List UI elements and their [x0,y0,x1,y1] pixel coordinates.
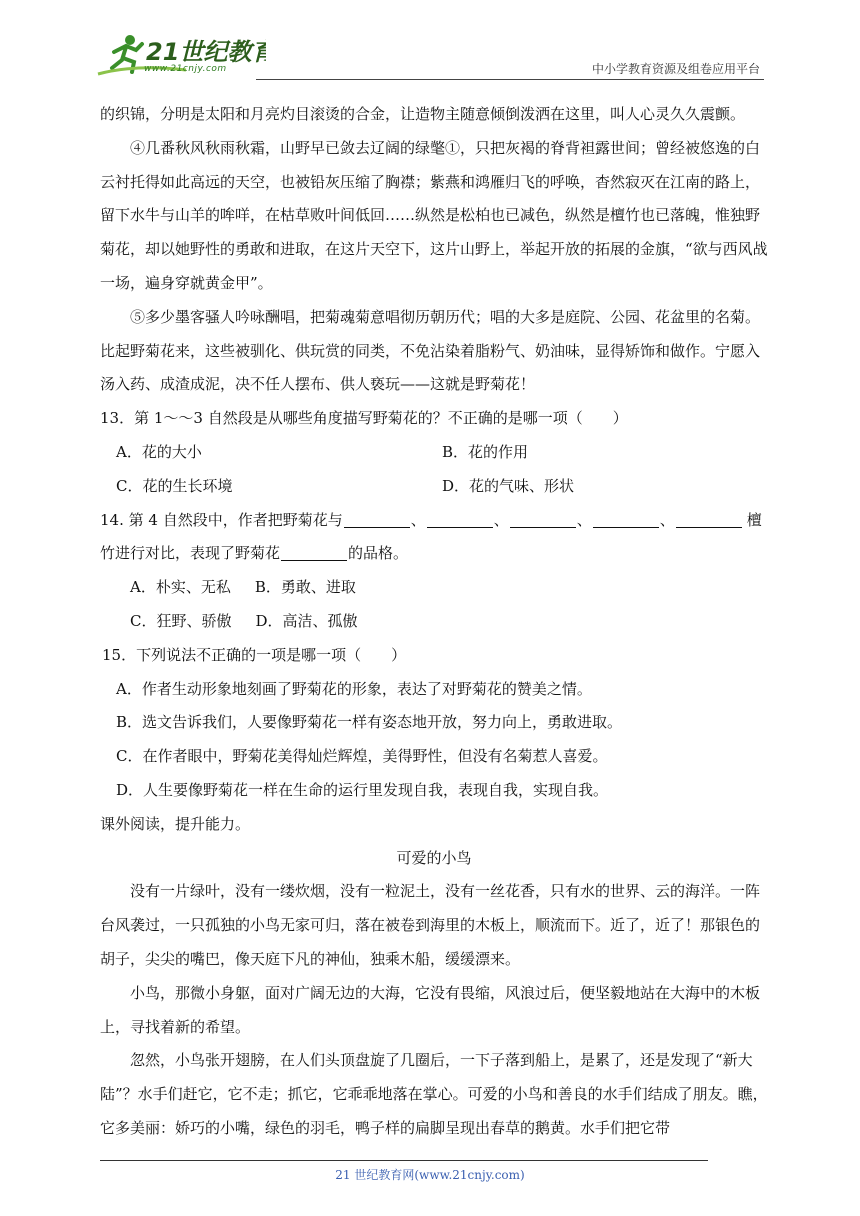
option-a[interactable]: A．花的大小 [116,442,202,461]
svg-text:21世纪教育: 21世纪教育 [146,38,266,66]
option-c[interactable]: C．花的生长环境 [116,476,233,495]
option-c[interactable]: C．狂野、骄傲 [130,611,232,630]
blank-field-5[interactable] [676,511,742,528]
article-paragraph-2: 小鸟，那微小身躯，面对广阔无边的大海，它没有畏缩，风浪过后，便坚毅地站在大海中的木板上，寻找着新的希望。 [100,983,761,1036]
question-14-options-row-2 [100,605,768,639]
site-logo[interactable] [96,30,266,78]
option-d[interactable]: D．高洁、孤傲 [255,611,358,630]
document-body [100,98,768,1146]
question-14-stem-part-c: 竹进行对比，表现了野菊花 [100,544,281,563]
footer-divider [100,1160,708,1161]
article-title: 可爱的小鸟 [396,848,472,867]
question-15-stem: 15．下列说法不正确的一项是哪一项（ ） [102,645,407,664]
question-13-stem: 13．第 1～～3 自然段是从哪些角度描写野菊花的？不正确的是哪一项（ ） [100,409,628,428]
section-heading: 课外阅读，提升能力。 [100,814,251,833]
question-14-stem-part-d: 的品格。 [348,544,409,563]
blank-field-2[interactable] [427,511,493,528]
header-divider [256,79,764,80]
passage-paragraph-5: ⑤多少墨客骚人吟咏酬唱，把菊魂菊意唱彻历朝历代；唱的大多是庭院、公园、花盆里的名菊。比起野菊花来，这些被驯化、供玩赏的同类，不免沾染着脂粉气、奶油味，显得矫饰和做作。宁愿入汤入药、成渣成泥，决不任人摆布、供人亵玩——这就是野菊花！ [100,307,761,394]
option-b[interactable]: B．花的作用 [442,442,529,461]
article-paragraph-3: 忽然，小鸟张开翅膀，在人们头顶盘旋了几圈后，一下子落到船上，是累了，还是发现了“新大陆”？水手们赶它，它不走；抓它，它乖乖地落在掌心。可爱的小鸟和善良的水手们结成了朋友。瞧，它多美丽：娇巧的小嘴，绿色的羽毛，鸭子样的扁脚呈现出春草的鹅黄。水手们把它带 [100,1051,768,1137]
option-a[interactable]: A．作者生动形象地刻画了野菊花的形象，表达了对野菊花的赞美之情。 [116,679,592,698]
option-d[interactable]: D．人生要像野菊花一样在生命的运行里发现自我，表现自我，实现自我。 [116,780,609,799]
blank-field-4[interactable] [593,511,659,528]
blank-field-3[interactable] [510,511,576,528]
separator: 、 [493,510,509,529]
question-14-stem-part-b: 檀 [746,510,762,529]
footer-link[interactable]: 21 世纪教育网(www.21cnjy.com) [335,1168,525,1182]
option-d[interactable]: D．花的气味、形状 [442,476,575,495]
option-b[interactable]: B．选文告诉我们，人要像野菊花一样有姿态地开放，努力向上，勇敢进取。 [116,713,623,732]
separator: 、 [410,510,426,529]
question-15-options [100,673,768,808]
passage-paragraph-4: ④几番秋风秋雨秋霜，山野早已敛去辽阔的绿氅①，只把灰褐的脊背袒露世间；曾经被悠逸的白云衬托得如此高远的天空，也被铅灰压缩了胸襟；紫燕和鸿雁归飞的呼唤，杳然寂灭在江南的路上，留下水牛与山羊的哞咩，在枯草败叶间低回……纵然是松柏也已减色，纵然是檀竹也已落魄，惟独野菊花，却以她野性的勇敢和进取，在这片天空下，这片山野上，举起开放的拓展的金旗，“欲与西风战一场，遍身穿就黄金甲”。 [100,138,768,292]
article-paragraph-1: 没有一片绿叶，没有一缕炊烟，没有一粒泥土，没有一丝花香，只有水的世界、云的海洋。一阵台风袭过，一只孤独的小鸟无家可归，落在被卷到海里的木板上，顺流而下。近了，近了！那银色的胡子，尖尖的嘴巴，像天庭下凡的神仙，独乘木船，缓缓漂来。 [100,882,761,968]
separator: 、 [659,510,675,529]
question-13-options-row-1 [100,436,768,470]
question-14-options-row-1 [100,571,768,605]
question-14-stem-line-2 [100,537,768,571]
separator: 、 [576,510,592,529]
page-header [96,30,764,82]
option-b[interactable]: B．勇敢、进取 [254,578,356,597]
question-13-options-row-2 [100,470,768,504]
option-c[interactable]: C．在作者眼中，野菊花美得灿烂辉煌，美得野性，但没有名菊惹人喜爱。 [116,747,608,766]
question-14-stem-part-a: 14. 第 4 自然段中，作者把野菊花与 [100,510,343,529]
passage-paragraph-continued: 的织锦，分明是太阳和月亮灼目滚烫的合金，让造物主随意倾倒泼洒在这里，叫人心灵久久震颤。 [100,105,746,123]
platform-label: 中小学教育资源及组卷应用平台 [591,62,760,76]
logo-site-url: www.21cnjy.com [144,64,227,74]
blank-field-1[interactable] [344,511,410,528]
blank-field-6[interactable] [281,544,347,561]
option-a[interactable]: A．朴实、无私 [130,578,231,597]
question-14-stem [100,504,768,538]
